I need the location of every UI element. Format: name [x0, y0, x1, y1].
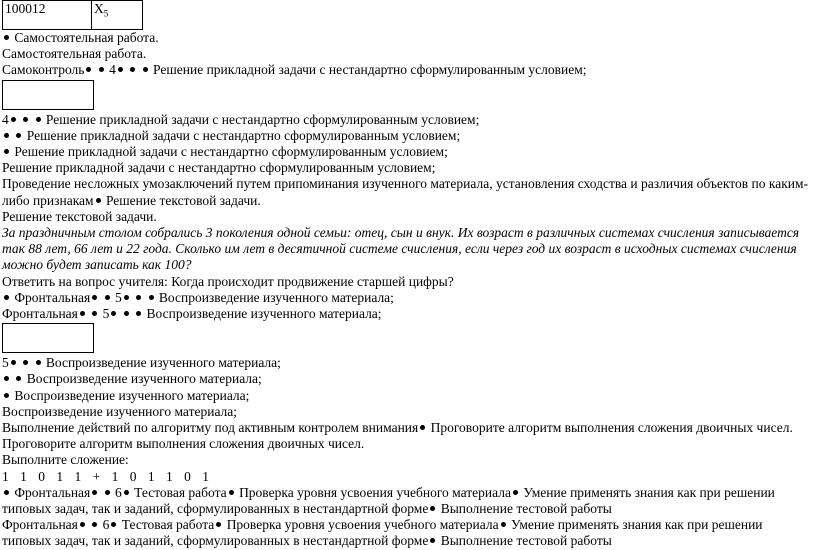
grade-cell: [92, 0, 143, 30]
bullet-icon: [23, 117, 28, 122]
bullet-icon: [92, 522, 97, 527]
bullet-icon: [118, 67, 123, 72]
bullet-icon: [111, 311, 116, 316]
problem-statement: За праздничным столом собрались 3 поколения одной семьи: отец, сын и внук. Их возраст в различных системах счисления записывается так 88 лет, 66 лет и 22 года. Сколько им лет в десятичной системе счисления, если через год их возраст в исходных системах счисления можно будет записать как 100?: [2, 225, 800, 273]
bullet-icon: [80, 522, 85, 527]
bullet-icon: [36, 117, 41, 122]
text-line: Самоконтроль 4 Решение прикладной задачи с нестандартно сформулированным условием;: [2, 62, 587, 78]
bullet-icon: [124, 295, 129, 300]
bullet-icon: [92, 311, 97, 316]
grade-text: X: [94, 1, 104, 16]
bullet-icon: [16, 376, 21, 381]
text-paragraph: Проведение несложных умозаключений путем припоминания изученного материала, установления сходства и различия объектов по каким-либо признакам Решение текстовой задачи.: [2, 176, 809, 208]
bullet-icon: [130, 67, 135, 72]
bullet-icon: [105, 490, 110, 495]
bullet-icon: [4, 149, 9, 154]
bullet-icon: [16, 133, 21, 138]
bullet-icon: [92, 490, 97, 495]
code-text: 100012: [5, 1, 46, 16]
text-line: 5 Воспроизведение изученного материала;: [2, 355, 281, 371]
bullet-icon: [501, 522, 506, 527]
empty-frame: [2, 323, 94, 353]
text-line: Решение прикладной задачи с нестандартно сформулированным условием;: [2, 144, 816, 160]
text-line: Решение текстовой задачи.: [2, 208, 157, 224]
text-line: Решение прикладной задачи с нестандартно сформулированным условием;: [2, 128, 816, 144]
bullet-icon: [111, 522, 116, 527]
bullet-icon: [11, 117, 16, 122]
bullet-icon: [136, 311, 141, 316]
bullet-icon: [23, 360, 28, 365]
text-line: Самостоятельная работа.: [2, 30, 816, 46]
bullet-icon: [86, 67, 91, 72]
bullet-icon: [80, 311, 85, 316]
bullet-icon: [11, 360, 16, 365]
text-line: Воспроизведение изученного материала;: [2, 403, 238, 419]
grade-subscript: 5: [103, 8, 109, 19]
bullet-icon: [430, 506, 435, 511]
bullet-icon: [229, 490, 234, 495]
header-boxes: [2, 0, 816, 30]
bullet-icon: [4, 376, 9, 381]
code-cell: [2, 0, 92, 30]
binary-expression: 1 1 0 1 1 + 1 0 1 1 0 1: [2, 468, 211, 484]
bullet-icon: [4, 490, 9, 495]
bullet-icon: [4, 295, 9, 300]
text-line: Воспроизведение изученного материала;: [2, 388, 816, 404]
text-line: Решение прикладной задачи с нестандартно сформулированным условием;: [2, 160, 436, 176]
bullet-icon: [4, 393, 9, 398]
bullet-icon: [4, 35, 9, 40]
bullet-icon: [143, 67, 148, 72]
bullet-icon: [513, 490, 518, 495]
text-line: 4 Решение прикладной задачи с нестандартно сформулированным условием;: [2, 111, 480, 127]
bullet-icon: [216, 522, 221, 527]
bullet-icon: [105, 295, 110, 300]
bullet-icon: [430, 538, 435, 543]
text-paragraph: Фронтальная 6 Тестовая работа Проверка уровня усвоения учебного материала Умение применять знания как при решении типовых задач, так и заданий, сформулированных в нестандартной форме Выполнение тестовой работы: [2, 517, 763, 549]
bullet-icon: [420, 425, 425, 430]
text-line: Ответить на вопрос учителя: Когда происходит продвижение старшей цифры?: [2, 273, 454, 289]
bullet-icon: [99, 67, 104, 72]
bullet-icon: [149, 295, 154, 300]
bullet-icon: [124, 311, 129, 316]
bullet-icon: [92, 295, 97, 300]
text-line: Воспроизведение изученного материала;: [2, 371, 816, 387]
text-line: Самостоятельная работа.: [2, 46, 147, 62]
text-line: Проговорите алгоритм выполнения сложения двоичных чисел.: [2, 436, 365, 452]
bullet-icon: [36, 360, 41, 365]
text-paragraph: Фронтальная 6 Тестовая работа Проверка уровня усвоения учебного материала Умение применять знания как при решении типовых задач, так и заданий, сформулированных в нестандартной форме Выполнение тестовой работы: [2, 484, 775, 517]
bullet-icon: [136, 295, 141, 300]
text-line: Фронтальная 5 Воспроизведение изученного материала;: [2, 290, 816, 306]
empty-frame: [2, 80, 94, 110]
text-line: Выполните сложение:: [2, 452, 129, 468]
text-line: Фронтальная 5 Воспроизведение изученного материала;: [2, 306, 382, 322]
bullet-icon: [96, 198, 101, 203]
bullet-icon: [4, 133, 9, 138]
text-line: Выполнение действий по алгоритму под активным контролем внимания Проговорите алгоритм выполнения сложения двоичных чисел.: [2, 420, 793, 436]
bullet-icon: [124, 490, 129, 495]
